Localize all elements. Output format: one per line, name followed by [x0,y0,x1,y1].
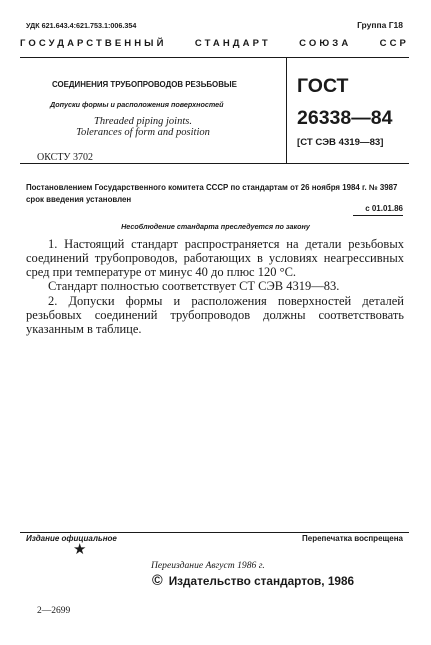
official-edition: Издание официальное [26,534,117,543]
okstu-code: ОКСТУ 3702 [37,152,94,163]
gost-label: ГОСТ [297,75,349,97]
title-en [0,116,286,138]
effective-date: с 01.01.86 [365,204,403,213]
reissue-note: Переиздание Август 1986 г. [151,560,265,571]
banner-word: ГОСУДАРСТВЕННЫЙ [20,38,167,49]
sev-reference: [СТ СЭВ 4319—83] [297,137,384,148]
header-rule [20,57,409,58]
publisher-line [152,573,354,589]
reprint-notice: Перепечатка воспрещена [302,534,403,543]
banner-word: СТАНДАРТ [194,38,271,49]
publisher-name: Издательство стандартов, 1986 [168,574,355,588]
banner-word: СОЮЗА [299,38,352,49]
date-underline [353,215,403,216]
paragraph-1: 1. Настоящий стандарт распространяется на детали резьбовых соединений трубопроводов, работающих в условиях неагрессивных сред при температуре от минус 40 до плюс 120 °С. [26,237,404,279]
title-en-line2: Tolerances of form and position [76,127,210,138]
title-bottom-rule [20,163,409,164]
standard-body [26,238,404,337]
paragraph-3: 2. Допуски формы и расположения поверхностей деталей резьбовых соединений трубопроводов должны соответствовать указанным в таблице. [26,294,404,336]
copyright-icon: © [152,573,163,589]
title-divider [286,57,287,163]
legal-warning: Несоблюдение стандарта преследуется по закону [121,222,310,231]
footer-rule [20,532,409,533]
title-en-line1: Threaded piping joints. [94,116,192,127]
group-code: Группа Г18 [357,20,403,30]
star-icon: ★ [73,542,87,558]
decree-text: Постановлением Государственного комитета СССР по стандартам от 26 ноября 1984 г. № 3987 срок введения установлен [26,183,398,204]
subtitle-ru: Допуски формы и расположения поверхностей [50,100,224,109]
title-ru: СОЕДИНЕНИЯ ТРУБОПРОВОДОВ РЕЗЬБОВЫЕ [52,80,237,89]
banner-word: ССР [379,38,409,49]
paragraph-2: Стандарт полностью соответствует СТ СЭВ 4319—83. [48,279,340,294]
print-code: 2—2699 [37,606,71,616]
udk-code: УДК 621.643.4:621.753.1:006.354 [26,21,137,30]
gost-number: 26338—84 [297,107,393,129]
state-standard-banner [20,38,409,49]
